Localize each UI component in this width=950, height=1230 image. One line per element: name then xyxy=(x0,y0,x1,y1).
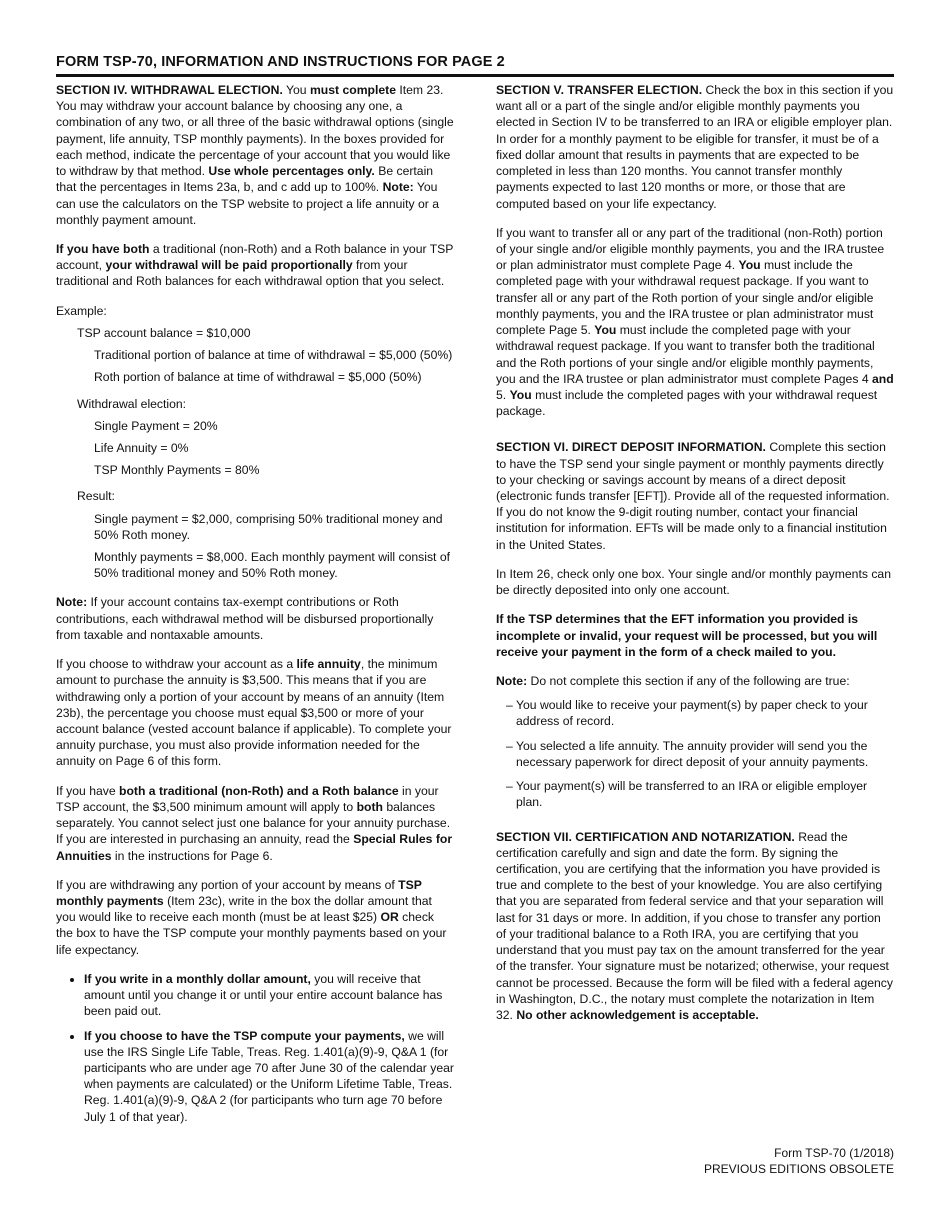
monthly-payments-paragraph: If you are withdrawing any portion of your account by means of TSP monthly payments (Item 23c), write in the box the dollar amount that you would like to receive each month (must be at least $25) OR check the box to have the TSP compute your monthly payments based on your life expectancy. xyxy=(56,877,447,957)
list-item: – Your payment(s) will be transferred to an IRA or eligible employer plan. xyxy=(506,778,894,810)
section-vii-paragraph: SECTION VII. CERTIFICATION AND NOTARIZATION. Read the certification carefully and sign and date the form. By signing the certification, you are certifying that the information you have provided is true and complete to the best of your knowledge. You are also certifying that you are separated from federal service and that your separation will last for 31 days or more. In addition, if you chose to transfer any portion of your traditional balance to a Roth IRA, you are certifying that you understand that you must pay tax on the amount transferred for the year of the transfer. Your signature must be notarized; otherwise, your request cannot be processed. Because the form will be filed with a federal agency in Washington, D.C., the notary must complete the notarization in Item 32. No other acknowledgement is acceptable. xyxy=(496,829,893,1022)
section-vi-paragraph: SECTION VI. DIRECT DEPOSIT INFORMATION. Complete this section to have the TSP send your single payment or monthly payments directly to your checking or savings account by means of a direct deposit (electronic funds transfer [EFT]). Provide all of the requested information. If you do not know the 9-digit routing number, contact your financial institution for information. EFTs will be made only to a financial institution in the United States. xyxy=(496,440,890,552)
form-id: Form TSP-70 (1/2018) xyxy=(774,1146,894,1160)
list-item: • If you write in a monthly dollar amount, you will receive that amount until you change it or until your entire account balance has been paid out. xyxy=(84,971,454,1020)
example-traditional: Traditional portion of balance at time of withdrawal = $5,000 (50%) xyxy=(94,348,453,363)
page-title: FORM TSP-70, INFORMATION AND INSTRUCTIONS FOR PAGE 2 xyxy=(56,53,894,77)
example-election-label: Withdrawal election: xyxy=(77,396,187,411)
eft-warning: If the TSP determines that the EFT information you provided is incomplete or invalid, your request will be processed, but you will receive your payment in the form of a check mailed to you. xyxy=(496,612,878,659)
example-result-label: Result: xyxy=(77,489,115,504)
list-item: • If you choose to have the TSP compute your payments, we will use the IRS Single Life Table, Treas. Reg. 1.401(a)(9)-9, Q&A 1 (for participants who are under age 70 after June 30 of the calendar year when payments are calculated) or the Uniform Lifetime Table, Treas. Reg. 1.401(a)(9)-9, Q&A 2 (for participants who turn age 70 before July 1 of that year). xyxy=(84,1028,454,1125)
example-life: Life Annuity = 0% xyxy=(94,440,189,455)
list-item: – You selected a life annuity. The annuity provider will send you the necessary paperwork for direct deposit of your annuity payments. xyxy=(506,738,894,770)
example-single: Single Payment = 20% xyxy=(94,418,218,433)
item-26-paragraph: In Item 26, check only one box. Your single and/or monthly payments can be directly deposited into only one account. xyxy=(496,566,891,598)
both-balances-paragraph: If you have both a traditional (non-Roth) and a Roth balance in your TSP account, your withdrawal will be paid proportionally from your traditional and Roth balances for each withdrawal option that you select. xyxy=(56,241,454,289)
example-result-single: Single payment = $2,000, comprising 50% traditional money and 50% Roth money. xyxy=(94,511,443,542)
example-monthly: TSP Monthly Payments = 80% xyxy=(94,463,260,478)
right-column xyxy=(496,82,894,1036)
note-paragraph: Note: If your account contains tax-exempt contributions or Roth contributions, each withdrawal method will be disbursed proportionally from taxable and nontaxable amounts. xyxy=(56,595,434,642)
exclusions-list xyxy=(496,697,894,810)
example-block xyxy=(56,303,454,582)
obsolete-notice: PREVIOUS EDITIONS OBSOLETE xyxy=(703,1162,894,1177)
section-iv-paragraph: SECTION IV. WITHDRAWAL ELECTION. You must complete Item 23. You may withdraw your account balance by choosing any one, a combination of any two, or all three of the basic withdrawal options (single payment, life annuity, TSP monthly payments). In the boxes provided for each method, indicate the percentage of your account that you would like to withdraw by that method. Use whole percentages only. Be certain that the percentages in Items 23a, b, and c add up to 100%. Note: You can use the calculators on the TSP website to project a life annuity or a monthly payment amount. xyxy=(56,83,454,227)
section-vi-note: Note: Do not complete this section if any of the following are true: xyxy=(496,674,850,688)
section-v-heading: SECTION V. TRANSFER ELECTION. xyxy=(496,83,703,97)
section-vii-heading: SECTION VII. CERTIFICATION AND NOTARIZATION. xyxy=(496,829,795,844)
section-vi-heading: SECTION VI. DIRECT DEPOSIT INFORMATION. xyxy=(496,440,766,455)
transfer-pages-paragraph: If you want to transfer all or any part of the traditional (non-Roth) portion of your single and/or eligible monthly payments, you and the IRA trustee or plan administrator must complete Page 4. You must include the completed page with your withdrawal request package. If you want to transfer all or any part of the Roth portion of your single and/or eligible monthly payments, you and the IRA trustee or plan administrator must complete Page 5. You must include the completed page with your withdrawal request package. If you want to transfer both the traditional and the Roth portions of your single and/or eligible monthly payments, you and the IRA trustee or plan administrator must complete Pages 4 and 5. You must include the completed pages with your withdrawal request package. xyxy=(496,225,894,419)
example-roth: Roth portion of balance at time of withdrawal = $5,000 (50%) xyxy=(94,370,422,385)
example-result-monthly: Monthly payments = $8,000. Each monthly payment will consist of 50% traditional money and 50% Roth money. xyxy=(94,550,450,581)
section-iv-heading: SECTION IV. WITHDRAWAL ELECTION. xyxy=(56,83,283,97)
page-footer xyxy=(704,1145,894,1177)
list-item: – You would like to receive your payment(s) by paper check to your address of record. xyxy=(506,697,894,729)
example-label: Example: xyxy=(56,303,107,318)
traditional-roth-paragraph: If you have both a traditional (non-Roth) and a Roth balance in your TSP account, the $3,500 minimum amount will apply to both balances separately. You cannot select just one balance for your annuity purchase. If you are interested in purchasing an annuity, read the Special Rules for Annuities in the instructions for Page 6. xyxy=(56,783,453,863)
monthly-options-list xyxy=(56,971,454,1125)
life-annuity-paragraph: If you choose to withdraw your account as a life annuity, the minimum amount to purchase the annuity is $3,500. This means that if you are withdrawing only a portion of your account by means of an annuity (Item 23b), the percentage you choose must equal $3,500 or more of your account balance (vested account balance if applicable). To complete your annuity purchase, you must also provide information needed for the annuity on Page 6 of this form. xyxy=(56,657,452,769)
section-v-paragraph: SECTION V. TRANSFER ELECTION. Check the box in this section if you want all or a part of the single and/or eligible monthly payments you elected in Section IV to be transferred to an IRA or eligible employer plan. In order for a monthly payment to be eligible for transfer, it must be of a fixed dollar amount that results in payments that are expected to be completed in less than 120 months. You cannot transfer monthly payments expected to last 120 months or more, or those that are computed based on your life expectancy. xyxy=(496,83,894,211)
left-column xyxy=(56,82,454,1133)
example-balance: TSP account balance = $10,000 xyxy=(77,325,251,340)
